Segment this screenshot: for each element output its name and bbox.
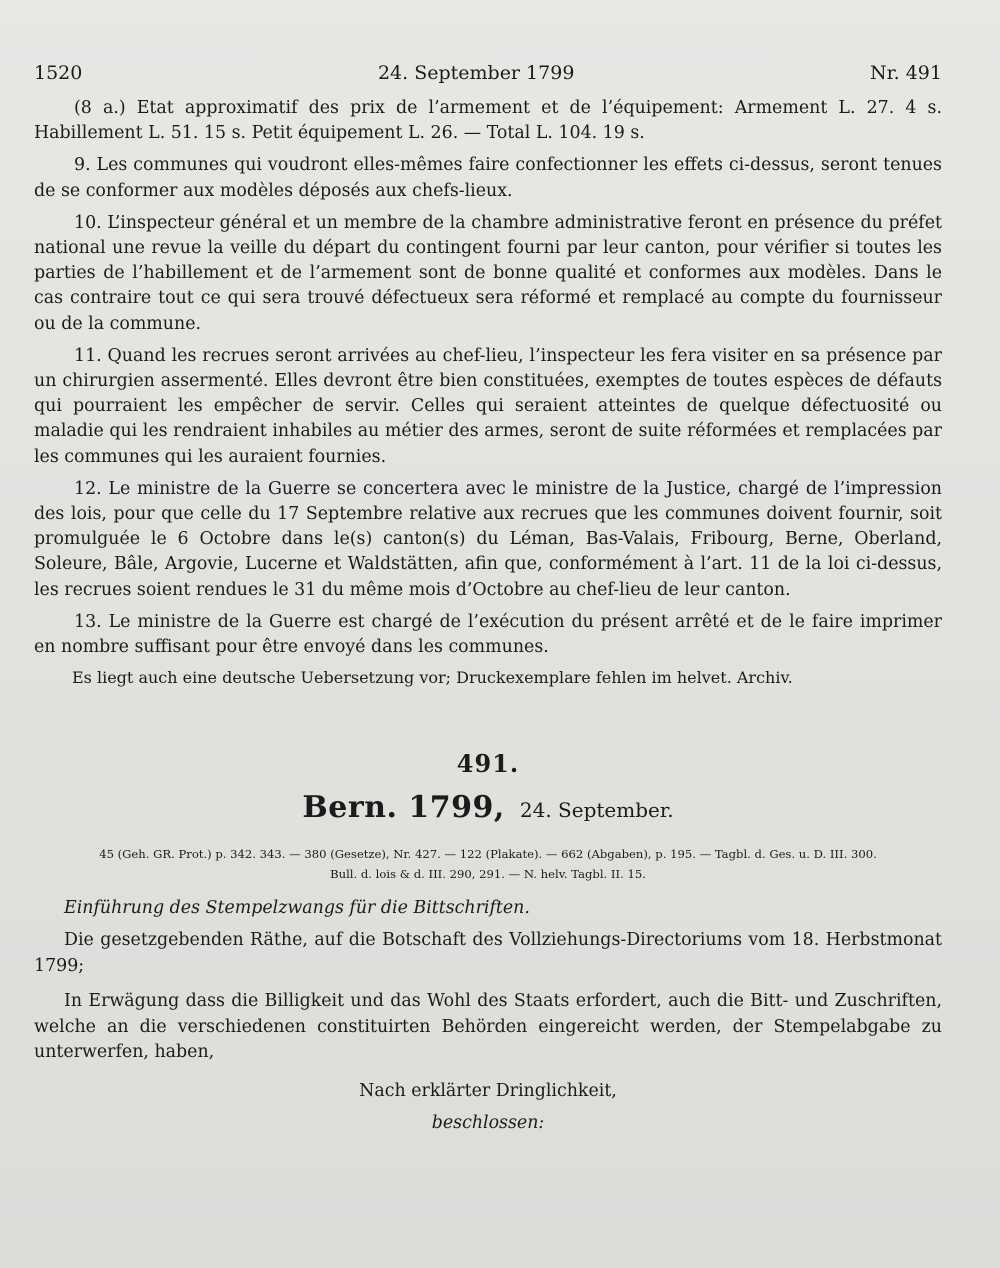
- document-place-date: [34, 788, 942, 832]
- header-date: 24. September 1799: [377, 62, 575, 84]
- source-references: [34, 844, 942, 884]
- document-number: 491.: [456, 749, 520, 779]
- paragraph-9: 9. Les communes qui voudront elles-mêmes faire confectionner les effets ci-dessus, seront tenues de se conformer aux modèles déposés aux chefs-lieux.: [34, 155, 942, 201]
- body-paragraph-2: In Erwägung dass die Billigkeit und das Wohl des Staats erfordert, auch die Bitt- und Zuschriften, welche an die verschiedenen constituirten Behörden eingereicht werden, der Stempelabgabe zu unterwerfen, haben,: [34, 991, 942, 1063]
- document-date: 24. September.: [519, 798, 674, 823]
- header-doc-number: Nr. 491: [870, 62, 942, 84]
- paragraph-12: 12. Le ministre de la Guerre se concertera avec le ministre de la Justice, chargé de l’impression des lois, pour que celle du 17 Septembre relative aux recrues que les communes doivent fournir, soit promulguée le 6 Octobre dans le(s) canton(s) du Léman, Bas-Valais, Fribourg, Berne, Oberland, Soleure, Bâle, Argovie, Lucerne et Waldstätten, afin que, conformément à l’art. 11 de la loi ci-dessus, les recrues soient rendues le 31 du même mois d’Octobre au chef-lieu de leur canton.: [34, 478, 942, 600]
- paragraph-11: 11. Quand les recrues seront arrivées au chef-lieu, l’inspecteur les fera visiter en sa présence par un chirurgien assermenté. Elles devront être bien constituées, exemptes de toutes espèces de défauts qui pourraient les empêcher de servir. Celles qui seraient atteintes de quelque défectuosité ou maladie qui les rendraient inhabiles au métier des armes, seront de suite réformées et remplacées par les communes qui les auraient fournies.: [34, 345, 942, 467]
- page-number: 1520: [34, 62, 83, 84]
- references-line-2: Bull. d. lois & d. III. 290, 291. — N. helv. Tagbl. II. 15.: [330, 867, 646, 882]
- closing-resolved: beschlossen:: [431, 1112, 545, 1133]
- page-header: [34, 62, 942, 84]
- document-subject: Einführung des Stempelzwangs für die Bittschriften.: [64, 898, 530, 919]
- paragraph-10: 10. L’inspecteur général et un membre de la chambre administrative feront en présence du préfet national une revue la veille du départ du contingent fourni par leur canton, pour vérifier si toutes les parties de l’habillement et de l’armement sont de bonne qualité et conformes aux modèles. Dans le cas contraire tout ce qui sera trouvé défectueux sera réformé et remplacé au compte du fournisseur ou de la commune.: [34, 212, 942, 334]
- body-paragraph-1: Die gesetzgebenden Räthe, auf die Botschaft des Vollziehungs-Directoriums vom 18. Herbstmonat 1799;: [34, 930, 942, 976]
- document-place: Bern. 1799,: [302, 790, 505, 826]
- translation-note: Es liegt auch eine deutsche Uebersetzung vor; Druckexemplare fehlen im helvet. Archiv.: [72, 668, 793, 688]
- references-line-1: 45 (Geh. GR. Prot.) p. 342. 343. — 380 (Gesetze), Nr. 427. — 122 (Plakate). — 662 (Abgaben), p. 195. — Tagbl. d. Ges. u. D. III. 300.: [99, 847, 877, 862]
- closing-urgency: Nach erklärter Dringlichkeit,: [359, 1080, 617, 1101]
- paragraph-8a: (8 a.) Etat approximatif des prix de l’armement et de l’équipement: Armement L. 27. 4 s. Habillement L. 51. 15 s. Petit équipement L. 26. — Total L. 104. 19 s.: [34, 98, 942, 144]
- paragraph-13: 13. Le ministre de la Guerre est chargé de l’exécution du présent arrêté et de le faire imprimer en nombre suffisant pour être envoyé dans les communes.: [34, 611, 942, 658]
